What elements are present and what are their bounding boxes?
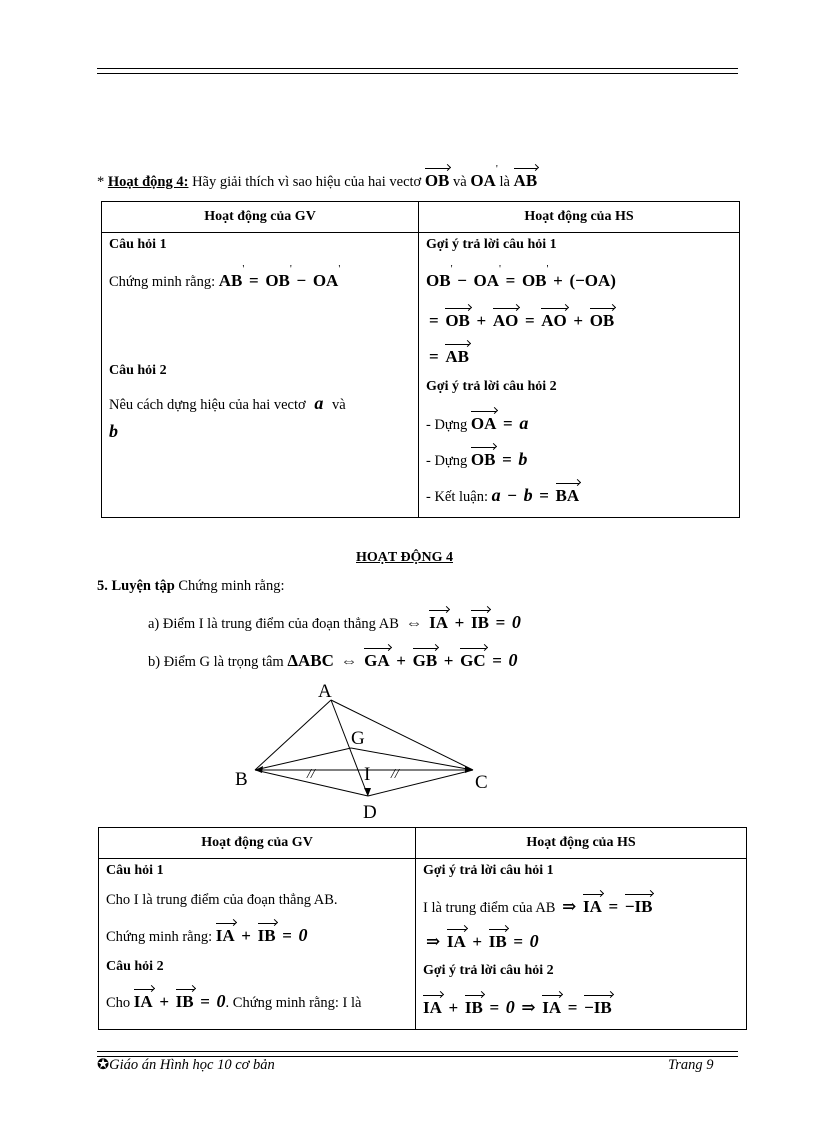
ia5: = [495,613,506,632]
f3: OA ' [474,272,500,289]
g6: AO [541,311,567,330]
t1-a2-step2 [426,449,527,470]
f2: − [457,271,467,290]
table2-hs-cell [416,859,747,1030]
table1-gv-cell [102,233,419,518]
label-a: A [318,681,332,702]
table2-header-gv: Hoạt động của GV [99,828,416,859]
t2-a2-title: Gợi ý trả lời câu hỏi 2 [423,963,554,978]
k2: + [241,926,251,945]
m2: + [159,992,170,1011]
ia3: + [454,613,465,632]
t2-a1-title: Gợi ý trả lời câu hỏi 1 [423,863,554,878]
activity-question: Hãy giải thích vì sao hiệu của hai vectơ [192,174,422,190]
label-g: G [351,728,365,749]
s3c: b [523,485,533,505]
r8: = [567,998,578,1017]
table2-gv-cell [99,859,416,1030]
n3: = [608,897,619,916]
s1a: OA [470,414,497,433]
bullet-star: * [97,174,105,190]
s3e: BA [555,486,580,505]
vector-ab: AB [513,171,538,190]
t1-a2-step3 [426,485,579,506]
f-oa: OA ' [313,272,339,289]
conj-is: là [499,174,510,190]
g7: + [573,311,584,330]
n1: ⇒ [562,897,577,916]
practice-item-b [148,650,518,671]
t2-a1-text: I là trung điểm của AB [423,900,556,916]
f-minus: − [296,271,307,290]
t2-a2-line [423,997,612,1018]
t1-q1-text: Chứng minh rằng: [109,274,216,290]
practice-heading [97,578,285,595]
t2-q1-text: Chứng minh rằng: [106,929,213,945]
f-eq: = [249,271,259,290]
t1-a1-line1 [426,271,616,291]
k1: IA [215,926,235,945]
segment-dc [368,770,473,796]
p5: = [513,932,523,951]
t1-q2-and: và [331,397,346,413]
segment-bg [255,748,351,770]
table1-header-hs: Hoạt động của HS [419,202,740,233]
t1-q2-vec-b [109,421,118,442]
p4: IB [488,932,507,951]
t2-q1-line1: Cho I là trung điểm của đoạn thẳng AB. [106,892,338,908]
f-ab: AB ' [219,272,243,289]
r9: −IB [584,998,612,1017]
conj-and: và [453,174,467,190]
t1-q1-body [109,271,338,291]
g8: OB [589,311,615,330]
m1: IA [133,992,153,1011]
footer-page-number: Trang 9 [668,1057,714,1073]
tick-left: // [307,767,315,782]
g4: AO [492,311,519,330]
s2a: OB [470,450,496,469]
ib5: GB [412,651,438,670]
item-b-text: b) Điểm G là trọng tâm [148,654,284,670]
n4: −IB [624,897,653,916]
activity-table-1 [101,201,740,518]
practice-text: Chứng minh rằng: [178,578,285,594]
s1-label: - Dựng [426,417,468,433]
s2c: b [518,449,528,469]
tick-right: // [391,767,399,782]
ia4: IB [470,613,489,632]
p2: IA [446,932,466,951]
header-rule [97,68,738,74]
table1-hs-cell [419,233,740,518]
f7: (−OA) [569,271,616,290]
label-i: I [364,764,371,785]
p3: + [472,932,483,951]
footer-title: Giáo án Hình học 10 cơ bản [109,1057,275,1073]
edge-ab [255,700,331,770]
k3: IB [257,926,276,945]
footer-left [97,1057,275,1074]
t2-q2-cho: Cho [106,995,131,1011]
t1-q2-title: Câu hỏi 2 [109,363,167,378]
table1-header-gv: Hoạt động của GV [102,202,419,233]
h1: = [429,347,439,366]
s1b: = [503,414,513,433]
t2-q2-rest: . Chứng minh rằng: I là [225,995,362,1011]
t1-a1-line3 [426,347,469,367]
label-b: B [235,769,248,790]
t2-q2-title: Câu hỏi 2 [106,959,164,974]
g1: = [429,311,439,330]
t2-q1-title: Câu hỏi 1 [106,863,164,878]
r6: ⇒ [521,998,536,1017]
f-ob: OB ' [265,272,290,289]
ib1: ΔABC [287,651,334,670]
activity-heading [97,172,537,191]
s3d: = [539,486,549,505]
k4: = [282,926,292,945]
g5: = [524,311,535,330]
r2: + [448,998,459,1017]
activity-label: Hoạt động 4: [107,174,189,190]
t1-q2-text: Nêu cách dựng hiệu của hai vectơ [109,397,306,413]
ib3: GA [364,651,390,670]
m3: IB [175,992,194,1011]
vector-ob: OB [424,171,450,190]
table2-header-hs: Hoạt động của HS [416,828,747,859]
ia1: ⇔ [405,613,423,632]
t2-q1-line2 [106,925,308,946]
m5: 0 [216,991,226,1011]
s3-label: - Kết luận: [426,489,489,505]
t1-q1-title: Câu hỏi 1 [109,237,167,252]
s1c: a [519,413,529,433]
vec-b: b [109,421,118,441]
t1-a1-line2 [426,311,614,331]
t2-q2-line [106,991,361,1012]
practice-item-a [148,612,521,633]
ib6: + [443,651,454,670]
triangle-figure [225,678,505,826]
g2: OB [445,311,470,330]
t1-a2-step1 [426,413,528,434]
r3: IB [464,998,483,1017]
t2-a1-line2 [423,931,539,952]
arrow-d [364,788,371,796]
label-c: C [475,772,488,793]
n2: IA [582,897,602,916]
ib9: 0 [508,650,518,670]
f1: OB ' [426,272,451,289]
label-d: D [363,802,377,823]
t1-a2-title: Gợi ý trả lời câu hỏi 2 [426,379,557,394]
section-title: HOẠT ĐỘNG 4 [356,550,453,565]
ib8: = [492,651,502,670]
m4: = [200,992,210,1011]
r1: IA [423,998,442,1017]
vector-oa: OA ' [470,172,496,189]
t1-q2-body [109,393,346,414]
r7: IA [542,998,562,1017]
s2b: = [502,450,512,469]
ia2: IA [429,613,449,632]
footer-star-icon: ✪ [97,1057,110,1073]
practice-label: 5. Luyện tập [97,578,175,594]
p1: ⇒ [426,932,441,951]
ib4: + [396,651,406,670]
h2: AB [445,347,469,366]
f6: + [553,271,563,290]
ib7: GC [460,651,486,670]
t2-a1-line1 [423,897,652,917]
vec-a: a [314,393,324,413]
r4: = [489,998,500,1017]
t1-a1-title: Gợi ý trả lời câu hỏi 1 [426,237,557,252]
ib2: ⇔ [340,651,358,670]
item-a-text: a) Điểm I là trung điểm của đoạn thẳng AB [148,616,399,632]
f4: = [505,271,516,290]
r5: 0 [505,997,515,1017]
arrow-b [255,766,263,773]
activity-table-2 [98,827,747,1030]
f5: OB ' [522,272,547,289]
arrow-c [465,766,473,773]
s3a: a [491,485,501,505]
p6: 0 [529,931,539,951]
ia6: 0 [511,612,521,632]
s3b: − [507,486,517,505]
k5: 0 [298,925,308,945]
g3: + [476,311,487,330]
s2-label: - Dựng [426,453,468,469]
